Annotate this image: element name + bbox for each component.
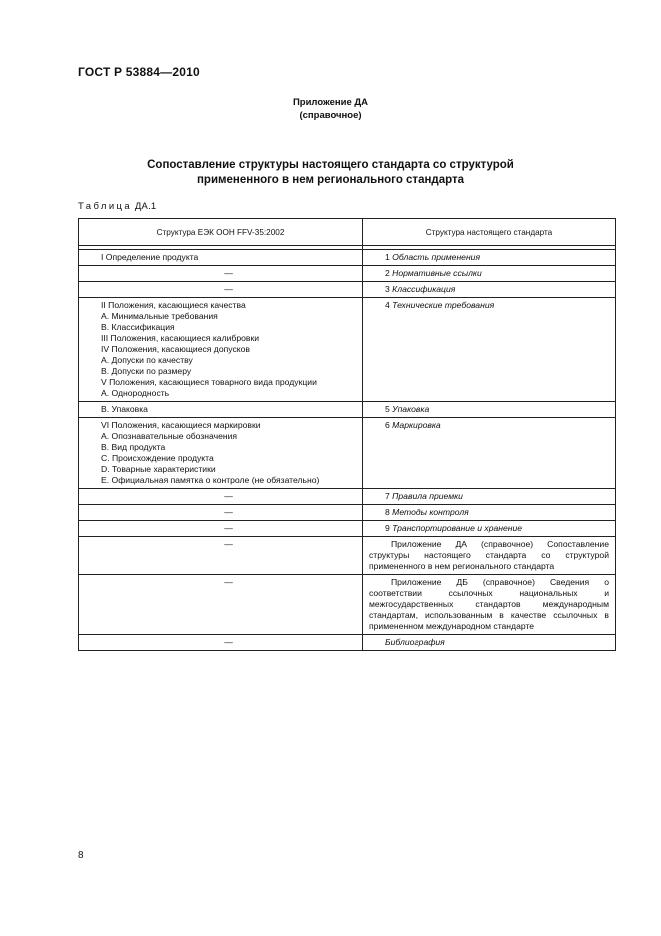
section-number: 5 xyxy=(385,404,393,414)
cell-line xyxy=(385,507,609,518)
table-row xyxy=(79,521,616,537)
cell-standard-structure xyxy=(363,418,616,489)
section-name: Маркировка xyxy=(392,420,441,430)
cell-line: А. Минимальные требования xyxy=(101,311,218,321)
cell-line: Библиография xyxy=(385,637,445,647)
section-number: 4 xyxy=(385,300,393,310)
section-number: 6 xyxy=(385,420,393,430)
table-caption-prefix: Таблица xyxy=(78,201,133,212)
table-row xyxy=(79,635,616,651)
structure-comparison-table xyxy=(78,218,616,651)
section-name: Классификация xyxy=(392,284,456,294)
cell-line: — xyxy=(224,268,233,278)
document-code: ГОСТ Р 53884—2010 xyxy=(78,65,200,79)
section-title-line-1: Сопоставление структуры настоящего стандарта со структурой xyxy=(147,159,514,171)
cell-paragraph: Приложение ДБ (справочное) Сведения о соответствии ссылочных национальных и межгосударственных стандартов международным стандартам, использованным в качестве ссылочных в примененном международном стандарте xyxy=(369,577,609,631)
cell-ece-structure xyxy=(79,266,363,282)
column-header-left: Структура ЕЭК ООН FFV-35:2002 xyxy=(79,219,363,246)
cell-line xyxy=(385,491,609,502)
cell-ece-structure xyxy=(79,635,363,651)
cell-line xyxy=(385,300,609,311)
cell-line: В. Упаковка xyxy=(101,404,148,414)
table-row xyxy=(79,505,616,521)
cell-line: — xyxy=(224,539,233,549)
cell-line: II Положения, касающиеся качества xyxy=(101,300,246,310)
cell-standard-structure xyxy=(363,298,616,402)
section-name: Нормативные ссылки xyxy=(392,268,482,278)
cell-ece-structure xyxy=(79,537,363,575)
cell-line: — xyxy=(224,577,233,587)
section-number: 3 xyxy=(385,284,393,294)
section-name: Технические требования xyxy=(392,300,495,310)
section-number: 2 xyxy=(385,268,393,278)
cell-line xyxy=(385,420,609,431)
cell-line xyxy=(385,252,609,263)
cell-standard-structure xyxy=(363,489,616,505)
table-row xyxy=(79,402,616,418)
section-number: 1 xyxy=(385,252,393,262)
cell-ece-structure xyxy=(79,250,363,266)
cell-line xyxy=(385,523,609,534)
cell-ece-structure xyxy=(79,282,363,298)
cell-standard-structure xyxy=(363,266,616,282)
appendix-subtitle: (справочное) xyxy=(299,110,362,121)
cell-line: — xyxy=(224,637,233,647)
cell-line: — xyxy=(224,523,233,533)
cell-line: D. Товарные характеристики xyxy=(101,464,216,474)
cell-ece-structure xyxy=(79,402,363,418)
cell-line: А. Допуски по качеству xyxy=(101,355,193,365)
cell-line: VI Положения, касающиеся маркировки xyxy=(101,420,261,430)
appendix-heading xyxy=(0,96,661,122)
table-body xyxy=(79,250,616,651)
cell-line: IV Положения, касающиеся допусков xyxy=(101,344,250,354)
cell-line: А. Опознавательные обозначения xyxy=(101,431,238,441)
table-row xyxy=(79,575,616,635)
cell-line: III Положения, касающиеся калибровки xyxy=(101,333,260,343)
cell-standard-structure xyxy=(363,521,616,537)
section-name: Методы контроля xyxy=(392,507,469,517)
table-row xyxy=(79,418,616,489)
cell-standard-structure xyxy=(363,402,616,418)
cell-ece-structure xyxy=(79,418,363,489)
cell-line: I Определение продукта xyxy=(101,252,199,262)
cell-line xyxy=(385,404,609,415)
table-caption xyxy=(78,201,156,212)
cell-standard-structure xyxy=(363,575,616,635)
cell-ece-structure xyxy=(79,575,363,635)
cell-line: С. Происхождение продукта xyxy=(101,453,214,463)
column-header-right: Структура настоящего стандарта xyxy=(363,219,616,246)
cell-line: Е. Официальная памятка о контроле (не обязательно) xyxy=(101,475,320,485)
cell-line: В. Классификация xyxy=(101,322,175,332)
cell-line xyxy=(385,268,609,279)
appendix-title: Приложение ДА xyxy=(292,97,369,108)
section-name: Транспортирование и хранение xyxy=(392,523,523,533)
cell-standard-structure xyxy=(363,635,616,651)
cell-standard-structure xyxy=(363,250,616,266)
cell-line: V Положения, касающиеся товарного вида продукции xyxy=(101,377,317,387)
cell-line xyxy=(385,284,609,295)
section-number: 9 xyxy=(385,523,393,533)
section-number: 8 xyxy=(385,507,393,517)
table-row xyxy=(79,298,616,402)
table-row xyxy=(79,537,616,575)
cell-line: В. Допуски по размеру xyxy=(101,366,192,376)
section-name: Упаковка xyxy=(392,404,430,414)
cell-line: — xyxy=(224,284,233,294)
cell-line: В. Вид продукта xyxy=(101,442,166,452)
section-number: 7 xyxy=(385,491,393,501)
cell-standard-structure xyxy=(363,537,616,575)
section-name: Область применения xyxy=(392,252,481,262)
table-row xyxy=(79,282,616,298)
cell-line: А. Однородность xyxy=(101,388,170,398)
cell-standard-structure xyxy=(363,505,616,521)
cell-ece-structure xyxy=(79,489,363,505)
section-title-line-2: примененного в нем регионального стандарта xyxy=(196,174,465,186)
table-row xyxy=(79,266,616,282)
cell-ece-structure xyxy=(79,298,363,402)
table-row xyxy=(79,489,616,505)
table-caption-number: ДА.1 xyxy=(134,201,157,212)
cell-ece-structure xyxy=(79,521,363,537)
cell-standard-structure xyxy=(363,282,616,298)
section-title xyxy=(60,158,601,188)
cell-ece-structure xyxy=(79,505,363,521)
table-row xyxy=(79,250,616,266)
cell-line: — xyxy=(224,491,233,501)
page-number: 8 xyxy=(78,850,84,861)
section-name: Правила приемки xyxy=(392,491,463,501)
cell-paragraph: Приложение ДА (справочное) Сопоставление структуры настоящего стандарта со структурой примененного в нем регионального стандарта xyxy=(369,539,609,571)
cell-line: — xyxy=(224,507,233,517)
